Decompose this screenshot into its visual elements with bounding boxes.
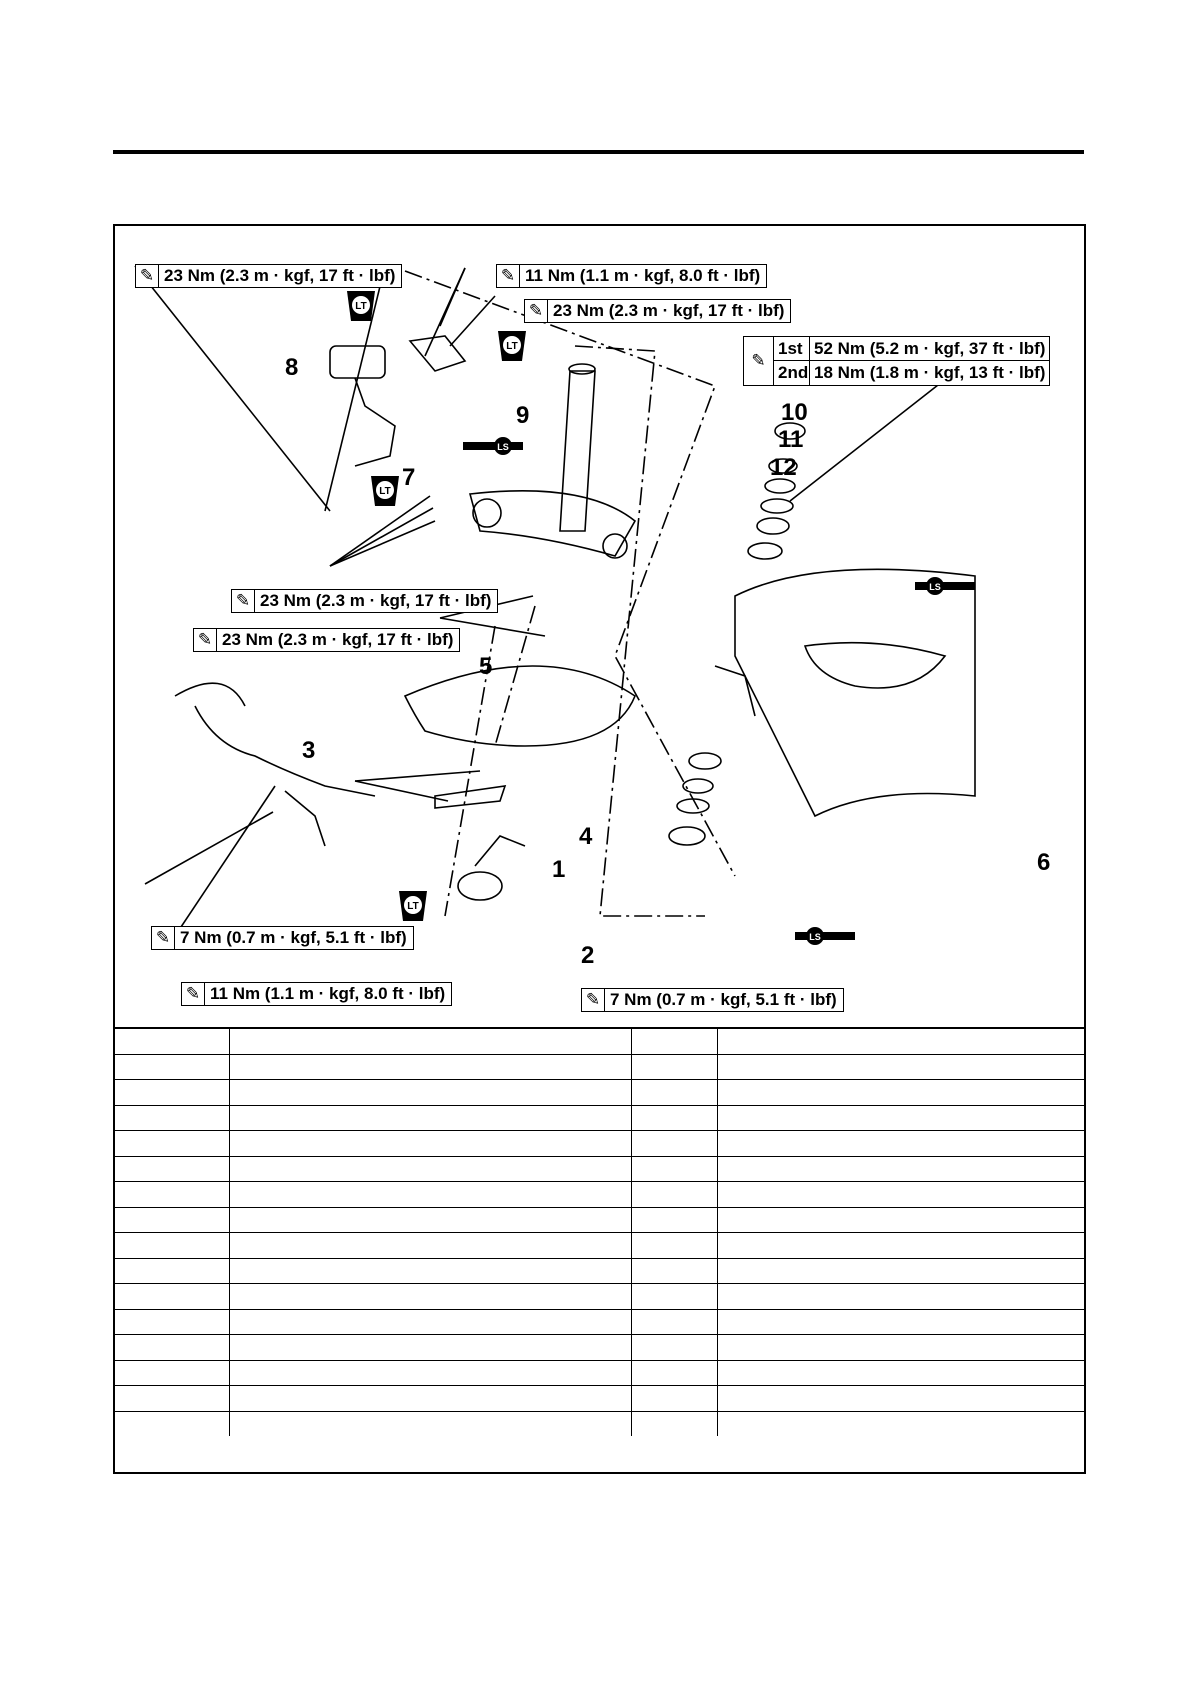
- table-cell: [115, 1360, 229, 1386]
- table-row: [115, 1335, 1084, 1361]
- torque-label: [193, 628, 460, 652]
- table-cell: [717, 1131, 1084, 1157]
- table-cell: [229, 1131, 631, 1157]
- lithium-grease-symbols: [463, 437, 975, 945]
- table-row: [115, 1258, 1084, 1284]
- svg-text:LS: LS: [809, 932, 821, 942]
- table-cell: [229, 1309, 631, 1335]
- table-cell: [717, 1105, 1084, 1131]
- callout-5: 5: [479, 653, 493, 680]
- table-cell: [229, 1258, 631, 1284]
- torque-label: [151, 926, 414, 950]
- table-cell: [631, 1156, 717, 1182]
- callout-6: 6: [1037, 849, 1051, 876]
- table-row: [115, 1233, 1084, 1259]
- table-row: [115, 1386, 1084, 1412]
- stage-first-value: 52 Nm (5.2 m · kgf, 37 ft · lbf): [810, 337, 1049, 361]
- table-row: [115, 1156, 1084, 1182]
- table-cell: [717, 1411, 1084, 1436]
- table-cell: [115, 1105, 229, 1131]
- torque-text: 11 Nm (1.1 m · kgf, 8.0 ft · lbf): [525, 266, 761, 285]
- torque-label: [524, 299, 791, 323]
- table-cell: [631, 1131, 717, 1157]
- table-cell: [229, 1335, 631, 1361]
- table-cell: [229, 1386, 631, 1412]
- table-cell: [229, 1207, 631, 1233]
- callout-9: 9: [516, 402, 530, 429]
- callout-11: 11: [778, 426, 804, 453]
- table-cell: [717, 1156, 1084, 1182]
- table-cell: [631, 1207, 717, 1233]
- torque-label: [496, 264, 767, 288]
- wrench-icon: ✎: [194, 629, 217, 651]
- wrench-icon: ✎: [136, 265, 159, 287]
- torque-text: 7 Nm (0.7 m · kgf, 5.1 ft · lbf): [180, 928, 407, 947]
- torque-text: 23 Nm (2.3 m · kgf, 17 ft · lbf): [553, 301, 785, 320]
- staged-torque-label: [743, 336, 1050, 386]
- callout-8: 8: [285, 354, 299, 381]
- table-cell: [631, 1105, 717, 1131]
- table-cell: [229, 1411, 631, 1436]
- table-cell: [115, 1131, 229, 1157]
- torque-text: 11 Nm (1.1 m · kgf, 8.0 ft · lbf): [210, 984, 446, 1003]
- exploded-diagram: [115, 226, 1084, 1026]
- svg-text:LS: LS: [497, 442, 509, 452]
- table-cell: [115, 1080, 229, 1106]
- callout-4: 4: [579, 823, 593, 850]
- diagram-frame: [113, 224, 1086, 1474]
- wrench-icon: ✎: [152, 927, 175, 949]
- wrench-icon: ✎: [497, 265, 520, 287]
- table-row: [115, 1131, 1084, 1157]
- torque-text: 23 Nm (2.3 m · kgf, 17 ft · lbf): [164, 266, 396, 285]
- table-cell: [631, 1233, 717, 1259]
- table-cell: [631, 1080, 717, 1106]
- table-cell: [631, 1309, 717, 1335]
- table-cell: [115, 1386, 229, 1412]
- torque-text: 7 Nm (0.7 m · kgf, 5.1 ft · lbf): [610, 990, 837, 1009]
- callout-12: 12: [770, 454, 797, 481]
- table-cell: [631, 1335, 717, 1361]
- table-cell: [717, 1386, 1084, 1412]
- table-cell: [717, 1054, 1084, 1080]
- table-cell: [631, 1360, 717, 1386]
- wrench-icon: ✎: [582, 989, 605, 1011]
- wrench-icon: ✎: [232, 590, 255, 612]
- table-cell: [717, 1284, 1084, 1310]
- stage-second-value: 18 Nm (1.8 m · kgf, 13 ft · lbf): [814, 363, 1046, 382]
- svg-text:LT: LT: [506, 341, 518, 352]
- table-cell: [229, 1080, 631, 1106]
- torque-text: 23 Nm (2.3 m · kgf, 17 ft · lbf): [222, 630, 454, 649]
- table-cell: [229, 1054, 631, 1080]
- table-cell: [631, 1054, 717, 1080]
- table-cell: [717, 1207, 1084, 1233]
- table-cell: [229, 1360, 631, 1386]
- callout-3: 3: [302, 737, 316, 764]
- table-cell: [229, 1028, 631, 1054]
- table-cell: [115, 1028, 229, 1054]
- table-cell: [717, 1309, 1084, 1335]
- table-cell: [115, 1411, 229, 1436]
- table-row: [115, 1309, 1084, 1335]
- table-cell: [631, 1386, 717, 1412]
- table-cell: [717, 1233, 1084, 1259]
- table-cell: [229, 1105, 631, 1131]
- table-cell: [631, 1028, 717, 1054]
- table-cell: [115, 1284, 229, 1310]
- table-cell: [631, 1258, 717, 1284]
- table-row: [115, 1182, 1084, 1208]
- table-cell: [115, 1335, 229, 1361]
- table-row: [115, 1054, 1084, 1080]
- table-row: [115, 1028, 1084, 1054]
- table-cell: [115, 1207, 229, 1233]
- table-cell: [229, 1233, 631, 1259]
- table-cell: [717, 1080, 1084, 1106]
- table-cell: [115, 1054, 229, 1080]
- wrench-icon: ✎: [182, 983, 205, 1005]
- svg-text:LT: LT: [379, 486, 391, 497]
- callout-10: 10: [781, 399, 808, 426]
- svg-text:LT: LT: [407, 901, 419, 912]
- callout-1: 1: [552, 856, 566, 883]
- table-row: [115, 1284, 1084, 1310]
- callout-2: 2: [581, 942, 595, 969]
- callout-7: 7: [402, 464, 416, 491]
- svg-text:LT: LT: [355, 301, 367, 312]
- table-row: [115, 1080, 1084, 1106]
- table-row: [115, 1411, 1084, 1436]
- torque-text: 23 Nm (2.3 m · kgf, 17 ft · lbf): [260, 591, 492, 610]
- table-cell: [115, 1309, 229, 1335]
- top-rule: [113, 150, 1084, 154]
- table-cell: [115, 1233, 229, 1259]
- table-row: [115, 1105, 1084, 1131]
- table-cell: [115, 1258, 229, 1284]
- torque-label: [135, 264, 402, 288]
- table-row: [115, 1360, 1084, 1386]
- svg-text:LS: LS: [929, 582, 941, 592]
- table-cell: [631, 1411, 717, 1436]
- parts-table: [115, 1027, 1084, 1436]
- table-cell: [229, 1284, 631, 1310]
- table-cell: [115, 1156, 229, 1182]
- torque-label: [181, 982, 452, 1006]
- torque-label: [231, 589, 498, 613]
- table-cell: [717, 1182, 1084, 1208]
- torque-label: [581, 988, 844, 1012]
- stage-second-label: 2nd: [774, 361, 810, 385]
- table-cell: [717, 1360, 1084, 1386]
- table-cell: [717, 1028, 1084, 1054]
- table-cell: [631, 1182, 717, 1208]
- stage-first-label: 1st: [774, 337, 810, 361]
- table-cell: [631, 1284, 717, 1310]
- table-cell: [229, 1156, 631, 1182]
- table-row: [115, 1207, 1084, 1233]
- table-cell: [717, 1258, 1084, 1284]
- wrench-icon: ✎: [525, 300, 548, 322]
- table-cell: [717, 1335, 1084, 1361]
- wrench-icon: ✎: [744, 337, 774, 385]
- table-cell: [229, 1182, 631, 1208]
- table-cell: [115, 1182, 229, 1208]
